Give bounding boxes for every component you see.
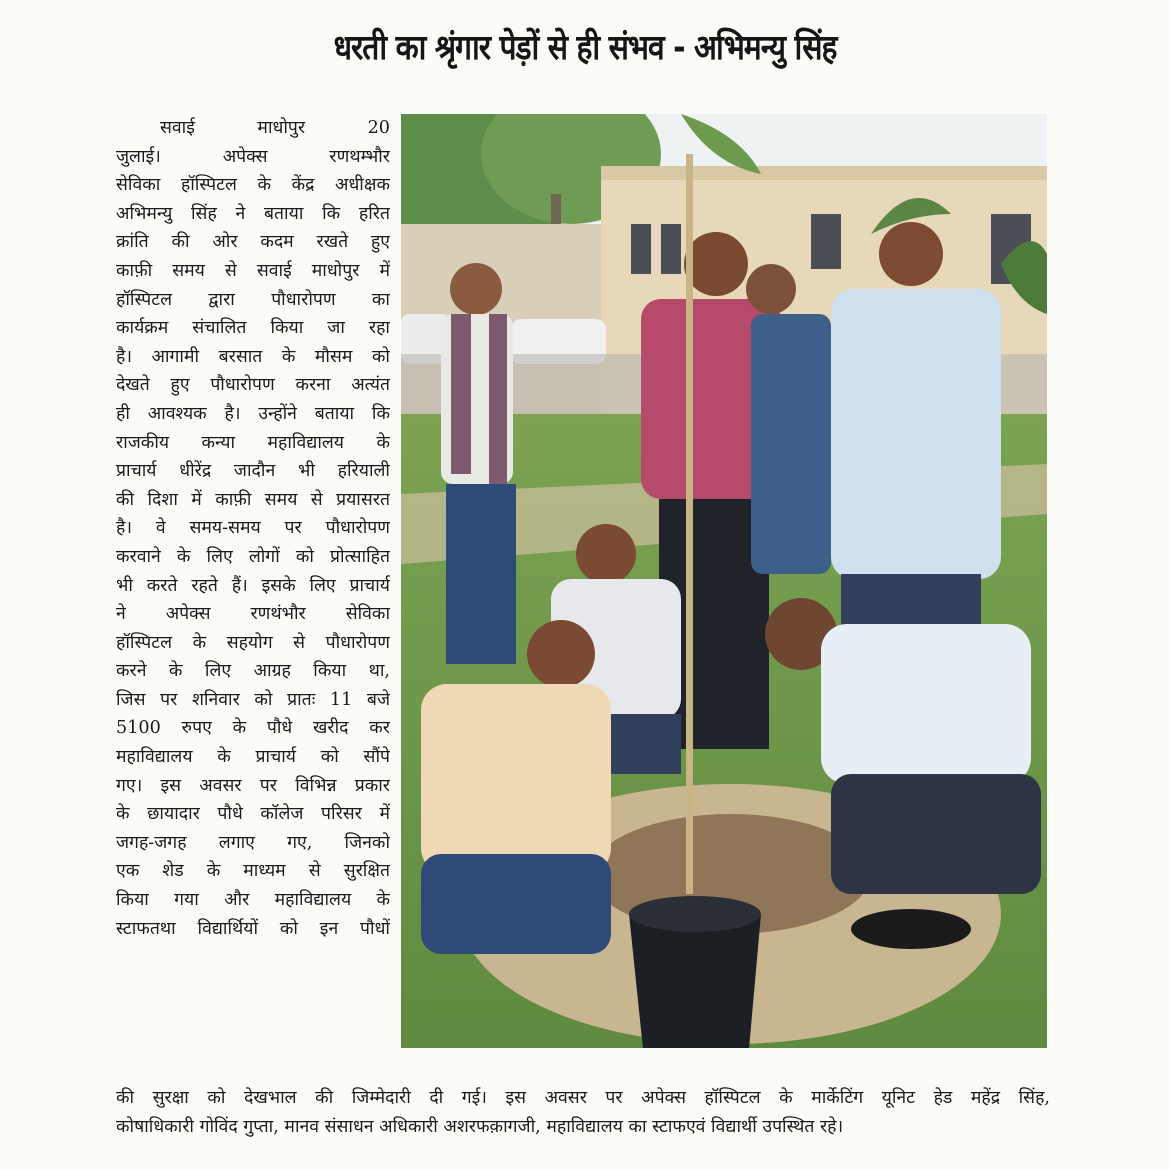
article-line: हॉस्पिटल के सहयोग से पौधारोपण <box>116 632 390 653</box>
article-line: भी करते रहते हैं। इसके लिए प्राचार्य <box>116 575 390 596</box>
article-line: सवाई माधोपुर 20 <box>160 118 390 138</box>
article-line: जुलाई। अपेक्स रणथम्भौर <box>116 146 390 167</box>
article-line: की सुरक्षा को देखभाल की जिम्मेदारी दी गई। इस अवसर पर अपेक्स हॉस्पिटल के मार्केटिंग यूनिट हेड महेंद्र सिंह, <box>116 1088 1050 1108</box>
article-line: स्टाफतथा विद्यार्थियों को इन पौधों <box>116 918 390 939</box>
article-line: प्राचार्य धीरेंद्र जादौन भी हरियाली <box>116 461 390 482</box>
plantation-photo <box>401 114 1047 1048</box>
article-line: की दिशा में काफ़ी समय से प्रयासरत <box>116 489 390 510</box>
article-line: एक शेड के माध्यम से सुरक्षित <box>116 861 390 882</box>
article-line: सेविका हॉस्पिटल के केंद्र अधीक्षक <box>116 175 390 196</box>
article-line: गए। इस अवसर पर विभिन्न प्रकार <box>116 775 390 796</box>
article-line: महाविद्यालय के प्राचार्य को सौंपे <box>116 747 390 768</box>
article-line: ने अपेक्स रणथंभौर सेविका <box>116 604 390 625</box>
photo-illustration <box>401 114 1047 1048</box>
article-line: देखते हुए पौधारोपण करना अत्यंत <box>116 375 390 396</box>
article-column <box>116 114 390 943</box>
headline: धरती का श्रृंगार पेड़ों से ही संभव - अभिमन्यु सिंह <box>333 27 837 68</box>
article-line: जिस पर शनिवार को प्रातः 11 बजे <box>116 689 390 710</box>
article-line: 5100 रुपए के पौधे खरीद कर <box>116 718 390 739</box>
article-line: करवाने के लिए लोगों को प्रोत्साहित <box>116 546 390 567</box>
article-line: क्रांति की ओर कदम रखते हुए <box>116 232 390 253</box>
article-line: कार्यक्रम संचालित किया जा रहा <box>116 318 390 339</box>
article-line: के छायादार पौधे कॉलेज परिसर में <box>116 804 390 825</box>
article-line: राजकीय कन्या महाविद्यालय के <box>116 432 390 453</box>
article-line: है। वे समय-समय पर पौधारोपण <box>116 518 390 539</box>
article-line: कोषाधिकारी गोविंद गुप्ता, मानव संसाधन अधिकारी अशरफक़ागजी, महाविद्यालय का स्टाफएवं विद्यार्थी उपस्थित रहे। <box>116 1117 844 1137</box>
article-line: हॉस्पिटल द्वारा पौधारोपण का <box>116 289 390 310</box>
article-line: किया गया और महाविद्यालय के <box>116 890 390 911</box>
article-line: अभिमन्यु सिंह ने बताया कि हरित <box>116 203 390 224</box>
article-line: करने के लिए आग्रह किया था, <box>116 661 390 682</box>
article-line: जगह-जगह लगाए गए, जिनको <box>116 832 390 853</box>
article-line: है। आगामी बरसात के मौसम को <box>116 346 390 367</box>
article-line: काफ़ी समय से सवाई माधोपुर में <box>116 260 390 281</box>
article-footer-text <box>116 1084 1050 1142</box>
article-line: ही आवश्यक है। उन्होंने बताया कि <box>116 403 390 424</box>
